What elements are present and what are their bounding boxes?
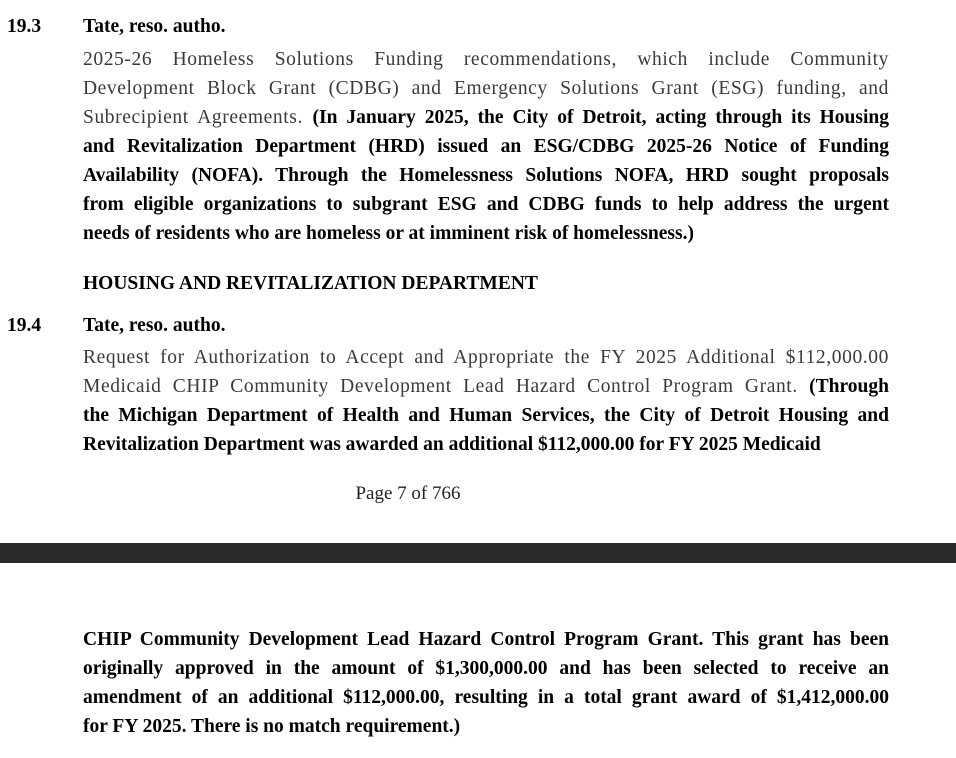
body-text: Request for Authorization to Accept and Appropriate the FY 2025 Additional $112,000.00 — [83, 347, 889, 368]
text-line — [83, 161, 889, 190]
text-line — [83, 74, 889, 103]
item-heading: Tate, reso. autho. — [83, 16, 226, 37]
item-body — [83, 45, 889, 248]
document-page-8 — [0, 563, 956, 758]
bold-text: Availability (NOFA). Through the Homelessness Solutions NOFA, HRD sought proposals — [83, 165, 889, 186]
bold-text: and Revitalization Department (HRD) issued an ESG/CDBG 2025-26 Notice of Funding — [83, 136, 889, 157]
page-number: Page 7 of 766 — [355, 483, 461, 504]
body-text: Subrecipient Agreements. — [83, 107, 313, 128]
text-line — [83, 45, 889, 74]
text-line: for FY 2025. There is no match requirement.) — [83, 716, 461, 737]
bold-text: the Michigan Department of Health and Human Services, the City of Detroit Housing and — [83, 405, 889, 426]
bold-text: (Through — [809, 376, 889, 397]
bold-text: Revitalization Department was awarded an additional $112,000.00 for FY 2025 Medicaid — [83, 434, 821, 455]
section-heading: HOUSING AND REVITALIZATION DEPARTMENT — [83, 273, 538, 294]
continuation-body — [83, 625, 889, 741]
text-line — [83, 190, 889, 219]
text-line — [83, 430, 889, 459]
item-heading: Tate, reso. autho. — [83, 315, 226, 336]
bold-text: needs of residents who are homeless or at imminent risk of homelessness.) — [83, 223, 694, 244]
bold-text: (In January 2025, the City of Detroit, acting through its Housing — [312, 107, 889, 128]
text-line: originally approved in the amount of $1,300,000.00 and has been selected to receive an — [83, 658, 889, 679]
text-line — [83, 132, 889, 161]
body-text: 2025-26 Homeless Solutions Funding recommendations, which include Community — [83, 49, 889, 70]
text-line: amendment of an additional $112,000.00, resulting in a total grant award of $1,412,000.00 — [83, 687, 889, 708]
body-text: Medicaid CHIP Community Development Lead Hazard Control Program Grant. — [83, 376, 810, 397]
item-number: 19.4 — [7, 315, 42, 336]
text-line — [83, 372, 889, 401]
text-line — [83, 103, 889, 132]
text-line — [83, 401, 889, 430]
page-separator — [0, 543, 956, 563]
text-line: CHIP Community Development Lead Hazard Control Program Grant. This grant has been — [83, 629, 889, 650]
body-text: Development Block Grant (CDBG) and Emergency Solutions Grant (ESG) funding, and — [83, 78, 889, 99]
text-line — [83, 343, 889, 372]
item-body — [83, 343, 889, 459]
text-line — [83, 219, 889, 248]
bold-text: from eligible organizations to subgrant ESG and CDBG funds to help address the urgent — [83, 194, 889, 215]
item-number: 19.3 — [7, 16, 42, 37]
